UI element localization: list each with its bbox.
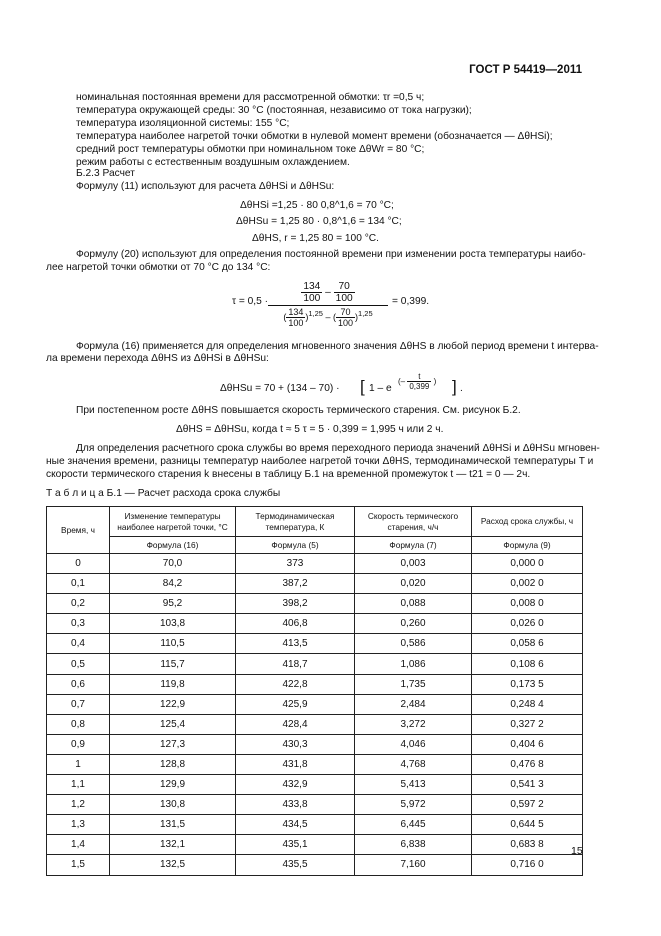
header-aging-rate: Скорость термического старения, ч/ч <box>355 507 472 537</box>
table-cell: 432,9 <box>236 775 355 795</box>
table-cell: 0,248 4 <box>472 694 583 714</box>
table-cell: 1,086 <box>355 654 472 674</box>
table-intro-line2: ные значения времени, разницы температур наиболее нагретой точки ΔθHS, термодинамической температуры T и <box>46 456 594 467</box>
table-cell: 84,2 <box>110 574 236 594</box>
table-cell: 127,3 <box>110 734 236 754</box>
table-cell: 434,5 <box>236 815 355 835</box>
table-cell: 0,3 <box>47 614 110 634</box>
table-cell: 119,8 <box>110 674 236 694</box>
tau-exp-2: 1,25 <box>358 308 373 318</box>
tau-minus-bottom: – <box>325 311 331 322</box>
section-heading: Б.2.3 Расчет <box>76 168 135 179</box>
header-time: Время, ч <box>47 507 110 554</box>
table-row <box>47 714 583 734</box>
table-cell: 6,445 <box>355 815 472 835</box>
table-cell: 398,2 <box>236 594 355 614</box>
table-cell: 406,8 <box>236 614 355 634</box>
table-cell: 0,8 <box>47 714 110 734</box>
table-cell: 103,8 <box>110 614 236 634</box>
table-cell: 0,586 <box>355 634 472 654</box>
table-cell: 2,484 <box>355 694 472 714</box>
table-cell: 70,0 <box>110 554 236 574</box>
header-hotspot-change: Изменение температуры наиболее нагретой точки, °С <box>110 507 236 537</box>
table-cell: 435,5 <box>236 855 355 875</box>
table-cell: 0 <box>47 554 110 574</box>
table-cell: 387,2 <box>236 574 355 594</box>
table-cell: 115,7 <box>110 654 236 674</box>
formula-cell: Формула (5) <box>236 537 355 554</box>
table-row <box>47 594 583 614</box>
table-caption: Т а б л и ц а Б.1 — Расчет расхода срока службы <box>46 488 281 499</box>
table-cell: 0,716 0 <box>472 855 583 875</box>
tau-minus-top: – <box>325 287 331 299</box>
table-cell: 110,5 <box>110 634 236 654</box>
table-row <box>47 855 583 875</box>
table-cell: 129,9 <box>110 775 236 795</box>
formula-16-intro-line2: ла времени перехода ΔθHS из ΔθHSi в ΔθHSu: <box>46 353 269 364</box>
table-row <box>47 554 583 574</box>
tau-num-2b: 70 <box>336 307 355 318</box>
tau-den-2b: 100 <box>338 318 354 328</box>
table-intro-line3: скорости термического старения k внесены в таблицу Б.1 на временной промежуток t — t21 = 0 — 2ч. <box>46 469 531 480</box>
document-code: ГОСТ Р 54419—2011 <box>469 64 582 76</box>
table-cell: 6,838 <box>355 835 472 855</box>
table-row <box>47 654 583 674</box>
life-consumption-table <box>46 506 583 876</box>
table-cell: 0,7 <box>47 694 110 714</box>
param-hotspot-initial: температура наиболее нагретой точки обмотки в нулевой момент времени (обозначается — ΔθHSi); <box>76 131 553 142</box>
table-cell: 1,4 <box>47 835 110 855</box>
tau-den-1b: 100 <box>288 318 304 328</box>
table-cell: 0,108 6 <box>472 654 583 674</box>
table-cell: 122,9 <box>110 694 236 714</box>
table-row <box>47 634 583 654</box>
table-cell: 0,6 <box>47 674 110 694</box>
table-cell: 7,160 <box>355 855 472 875</box>
table-cell: 422,8 <box>236 674 355 694</box>
table-cell: 128,8 <box>110 754 236 774</box>
table-cell: 5,413 <box>355 775 472 795</box>
table-row <box>47 754 583 774</box>
table-cell: 433,8 <box>236 795 355 815</box>
table-cell: 0,002 0 <box>472 574 583 594</box>
equation-hsu: ΔθHSu = 1,25 80 · 0,8^1,6 = 134 °С; <box>236 216 402 227</box>
table-cell: 0,058 6 <box>472 634 583 654</box>
table-row <box>47 795 583 815</box>
formula-20-intro-line2: лее нагретой точки обмотки от 70 °С до 134 °С: <box>46 262 271 273</box>
table-cell: 0,026 0 <box>472 614 583 634</box>
formula-20-intro-line1: Формулу (20) используют для определения постоянной времени при изменении роста температуры наибо- <box>76 249 586 260</box>
table-body <box>47 554 583 876</box>
tau-rhs: = 0,399. <box>392 296 430 307</box>
table-cell: 431,8 <box>236 754 355 774</box>
formula-11-intro: Формулу (11) используют для расчета ΔθHSi и ΔθHSu: <box>76 181 335 192</box>
header-thermodynamic-temp: Термодинамическая температура, К <box>236 507 355 537</box>
table-cell: 132,5 <box>110 855 236 875</box>
tau-den-2: 100 <box>335 293 353 304</box>
tau-num-2: 70 <box>334 281 355 293</box>
table-cell: 131,5 <box>110 815 236 835</box>
table-cell: 418,7 <box>236 654 355 674</box>
eq16-bracket: 1 – e <box>369 383 392 394</box>
table-cell: 0,2 <box>47 594 110 614</box>
tau-den-1: 100 <box>303 293 321 304</box>
tau-num-1: 134 <box>303 281 321 292</box>
table-cell: 0,000 0 <box>472 554 583 574</box>
table-cell: 1,1 <box>47 775 110 795</box>
param-winding-rise: средний рост температуры обмотки при номинальном токе ΔθWr = 80 °С; <box>76 144 425 155</box>
table-cell: 0,9 <box>47 734 110 754</box>
table-cell: 1 <box>47 754 110 774</box>
equation-hsi: ΔθHSi =1,25 · 80 0,8^1,6 = 70 °С; <box>240 200 394 211</box>
aging-note: При постепенном росте ΔθHS повышается скорость термического старения. См. рисунок Б.2. <box>76 405 521 416</box>
tau-lhs: τ = 0,5 · <box>232 296 269 307</box>
table-cell: 425,9 <box>236 694 355 714</box>
table-row <box>47 835 583 855</box>
table-cell: 0,4 <box>47 634 110 654</box>
table-cell: 0,683 8 <box>472 835 583 855</box>
formula-cell: Формула (16) <box>110 537 236 554</box>
table-cell: 0,404 6 <box>472 734 583 754</box>
formula-cell: Формула (9) <box>472 537 583 554</box>
param-time-constant: номинальная постоянная времени для рассмотренной обмотки: τr =0,5 ч; <box>76 92 425 103</box>
table-cell: 4,046 <box>355 734 472 754</box>
table-cell: 0,260 <box>355 614 472 634</box>
table-cell: 0,597 2 <box>472 795 583 815</box>
tau-num-1b: 134 <box>288 307 304 317</box>
table-cell: 132,1 <box>110 835 236 855</box>
table-row <box>47 614 583 634</box>
table-cell: 435,1 <box>236 835 355 855</box>
table-cell: 95,2 <box>110 594 236 614</box>
table-cell: 373 <box>236 554 355 574</box>
table-intro-line1: Для определения расчетного срока службы во время переходного периода значений ΔθHSi и ΔθHSu мгновен- <box>76 443 600 454</box>
param-cooling-mode: режим работы с естественным воздушным охлаждением. <box>76 157 350 168</box>
table-cell: 0,644 5 <box>472 815 583 835</box>
table-cell: 0,008 0 <box>472 594 583 614</box>
eq16-t: t <box>407 372 431 382</box>
table-row <box>47 815 583 835</box>
table-cell: 0,541 3 <box>472 775 583 795</box>
table-cell: 0,327 2 <box>472 714 583 734</box>
table-row <box>47 574 583 594</box>
table-cell: 4,768 <box>355 754 472 774</box>
table-cell: 428,4 <box>236 714 355 734</box>
table-row <box>47 674 583 694</box>
table-row <box>47 734 583 754</box>
table-row <box>47 694 583 714</box>
table-cell: 0,5 <box>47 654 110 674</box>
table-cell: 0,173 5 <box>472 674 583 694</box>
eq16-tau: 0,399 <box>409 382 430 391</box>
table-cell: 5,972 <box>355 795 472 815</box>
tau-exp-1: 1,25 <box>308 308 323 318</box>
table-cell: 0,020 <box>355 574 472 594</box>
header-life-consumption: Расход срока службы, ч <box>472 507 583 537</box>
equation-hsr: ΔθHS, r = 1,25 80 = 100 °С. <box>252 233 379 244</box>
table-cell: 1,3 <box>47 815 110 835</box>
table-cell: 125,4 <box>110 714 236 734</box>
table-row <box>47 775 583 795</box>
table-cell: 0,476 8 <box>472 754 583 774</box>
eq16-lhs: ΔθHSu = 70 + (134 – 70) · <box>220 383 340 394</box>
table-cell: 413,5 <box>236 634 355 654</box>
table-cell: 0,1 <box>47 574 110 594</box>
param-insulation-temperature: температура изоляционной системы: 155 °С; <box>76 118 290 129</box>
param-ambient-temperature: температура окружающей среды: 30 °С (постоянная, независимо от тока нагрузки); <box>76 105 472 116</box>
table-cell: 0,088 <box>355 594 472 614</box>
page-number: 15 <box>571 845 583 857</box>
table-cell: 130,8 <box>110 795 236 815</box>
formula-cell: Формула (7) <box>355 537 472 554</box>
table-cell: 430,3 <box>236 734 355 754</box>
table-cell: 0,003 <box>355 554 472 574</box>
equation-settle-time: ΔθHS = ΔθHSu, когда t ≈ 5 τ = 5 · 0,399 = 1,995 ч или 2 ч. <box>176 424 444 435</box>
table-cell: 1,2 <box>47 795 110 815</box>
table-cell: 3,272 <box>355 714 472 734</box>
formula-16-intro-line1: Формула (16) применяется для определения мгновенного значения ΔθHS в любой период времени t интерва- <box>76 341 599 352</box>
table-cell: 1,5 <box>47 855 110 875</box>
table-cell: 1,735 <box>355 674 472 694</box>
